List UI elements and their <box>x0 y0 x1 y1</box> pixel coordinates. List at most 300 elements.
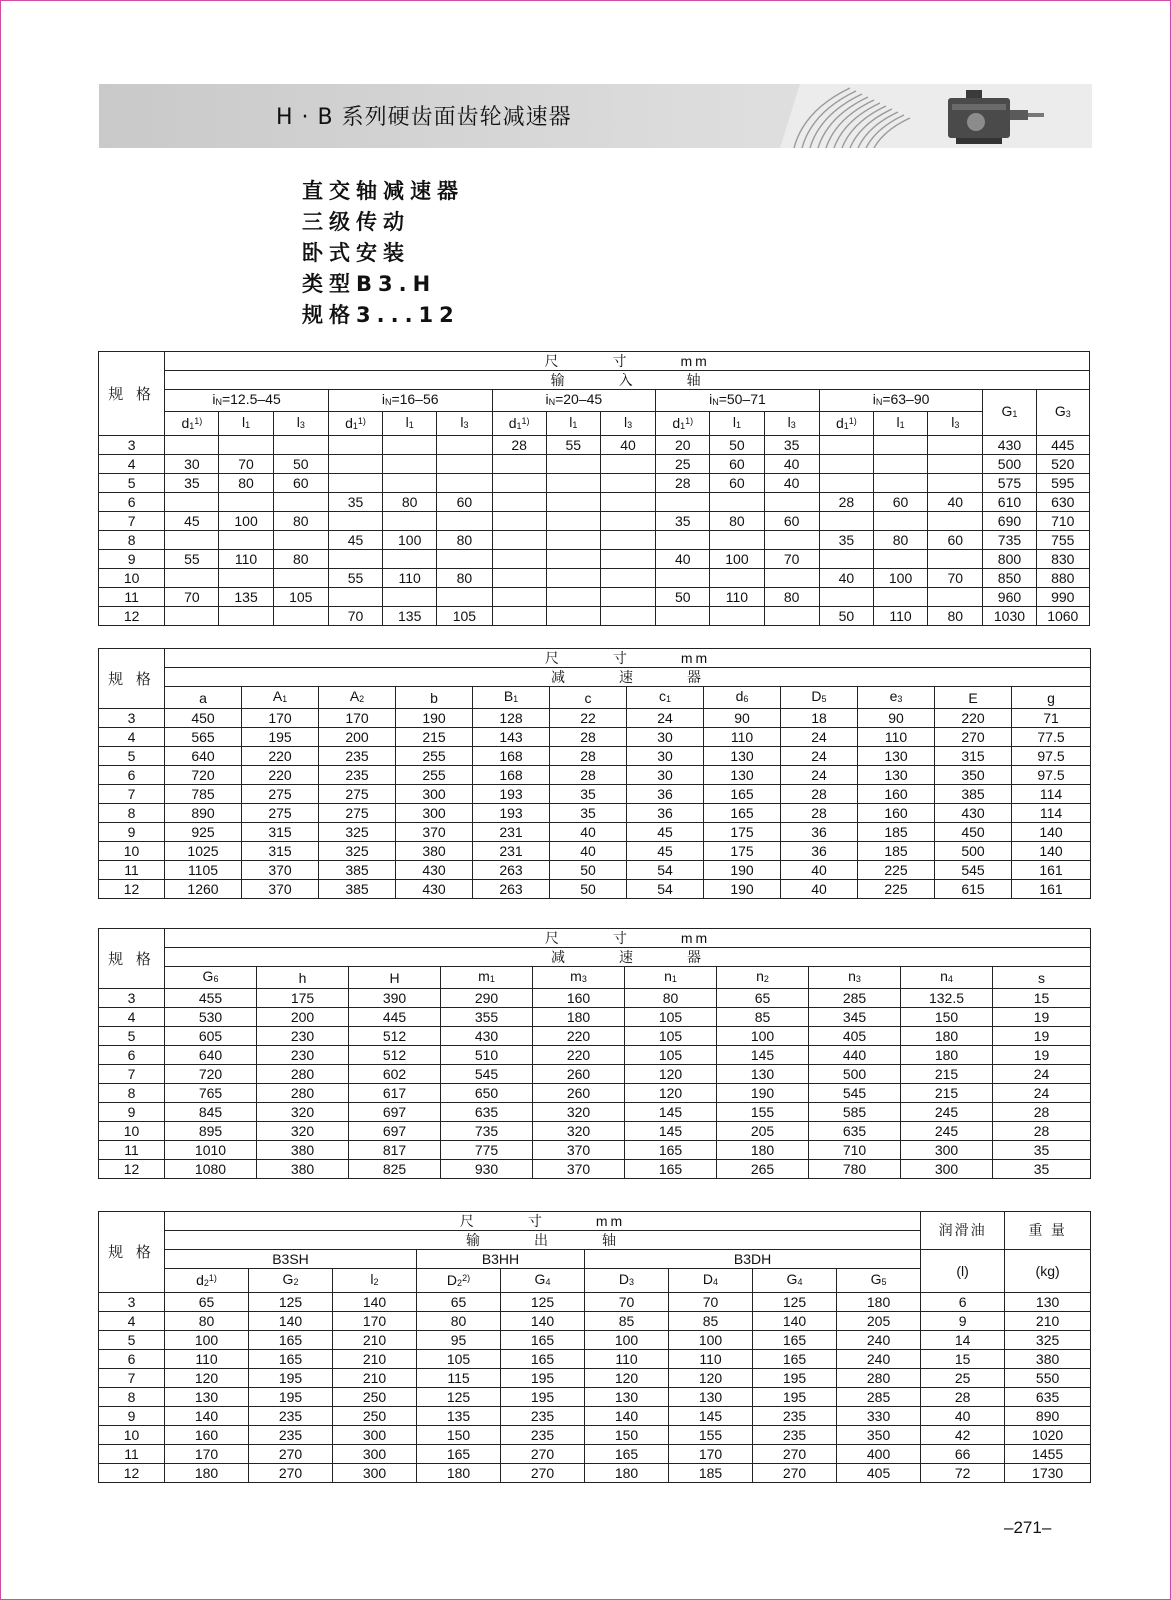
table-row <box>99 842 1091 861</box>
value-cell: 60 <box>873 493 927 512</box>
size-cell: 6 <box>99 1350 165 1369</box>
table-row <box>99 1331 1091 1350</box>
weight-header: 重 量 <box>1005 1212 1091 1250</box>
value-cell: 270 <box>249 1464 333 1483</box>
value-cell: 85 <box>669 1312 753 1331</box>
value-cell: 263 <box>473 861 550 880</box>
value-cell: 255 <box>396 766 473 785</box>
subtitle-block <box>302 176 464 331</box>
value-cell: 125 <box>501 1293 585 1312</box>
value-cell <box>328 474 382 493</box>
value-cell <box>546 531 600 550</box>
value-cell: 40 <box>781 861 858 880</box>
value-cell: 125 <box>753 1293 837 1312</box>
subscript: 3 <box>627 420 633 430</box>
value-cell: 450 <box>165 709 242 728</box>
col-header: $e_3$ <box>858 687 935 709</box>
size-cell: 10 <box>99 569 165 588</box>
value-cell <box>492 493 546 512</box>
reducer-subheader <box>99 687 1091 709</box>
value-cell: 250 <box>333 1407 417 1426</box>
value-cell: 275 <box>242 804 319 823</box>
value-cell: 66 <box>921 1445 1005 1464</box>
col-header: c <box>550 687 627 709</box>
header-title: H · B 系列硬齿面齿轮减速器 <box>276 105 572 130</box>
value-cell: 70 <box>219 455 273 474</box>
value-cell <box>546 474 600 493</box>
value-cell: 210 <box>333 1331 417 1350</box>
subscript: 1 <box>489 974 495 984</box>
col-header: $l_3$ <box>437 412 492 436</box>
value-cell: 60 <box>437 493 492 512</box>
value-cell: 330 <box>837 1407 921 1426</box>
value-cell: 35 <box>165 474 219 493</box>
value-cell <box>546 512 600 531</box>
value-cell <box>328 512 382 531</box>
value-cell: 195 <box>249 1369 333 1388</box>
col-header: $l_2$ <box>333 1269 417 1293</box>
value-cell: 70 <box>764 550 819 569</box>
value-cell: 168 <box>473 766 550 785</box>
size-cell: 4 <box>99 1312 165 1331</box>
value-cell: 40 <box>764 455 819 474</box>
value-cell: 195 <box>242 728 319 747</box>
value-cell: 925 <box>165 823 242 842</box>
value-cell: 510 <box>441 1046 533 1065</box>
value-cell: 70 <box>328 607 382 626</box>
size-header: 规 格 <box>99 352 165 436</box>
value-cell: 60 <box>273 474 328 493</box>
value-cell: 602 <box>349 1065 441 1084</box>
value-cell: 80 <box>383 493 437 512</box>
value-cell: 245 <box>901 1122 993 1141</box>
oil-header: 润滑油 <box>921 1212 1005 1250</box>
value-cell: 80 <box>219 474 273 493</box>
value-cell: 80 <box>273 550 328 569</box>
table-row <box>99 531 1090 550</box>
col-header: $d_1^{1)}$ <box>492 412 546 436</box>
value-cell: 210 <box>333 1369 417 1388</box>
subscript: 3 <box>897 694 903 704</box>
value-cell: 161 <box>1012 861 1091 880</box>
value-cell: 385 <box>935 785 1012 804</box>
value-cell: 270 <box>249 1445 333 1464</box>
value-cell: 50 <box>273 455 328 474</box>
size-cell: 3 <box>99 1293 165 1312</box>
value-cell: 240 <box>837 1350 921 1369</box>
dimension-header: 尺 寸 mm <box>165 1212 921 1231</box>
size-cell: 10 <box>99 1122 165 1141</box>
value-cell: 35 <box>819 531 873 550</box>
value-cell: 1730 <box>1005 1464 1091 1483</box>
subscript: 5 <box>821 694 827 704</box>
col-header: $l_3$ <box>273 412 328 436</box>
value-cell: 585 <box>809 1103 901 1122</box>
value-cell: 110 <box>383 569 437 588</box>
value-cell <box>328 550 382 569</box>
value-cell: 19 <box>993 1008 1091 1027</box>
value-cell: 545 <box>441 1065 533 1084</box>
value-cell: 28 <box>550 747 627 766</box>
value-cell: 225 <box>858 861 935 880</box>
value-cell: 845 <box>165 1103 257 1122</box>
value-cell: 380 <box>257 1141 349 1160</box>
value-cell: 315 <box>242 823 319 842</box>
value-cell: 270 <box>501 1464 585 1483</box>
value-cell <box>219 531 273 550</box>
value-cell <box>546 569 600 588</box>
value-cell <box>383 550 437 569</box>
value-cell <box>492 512 546 531</box>
value-cell <box>928 512 983 531</box>
value-cell: 300 <box>333 1445 417 1464</box>
value-cell: 120 <box>165 1369 249 1388</box>
subscript: 4 <box>545 1277 551 1287</box>
value-cell: 135 <box>383 607 437 626</box>
value-cell: 105 <box>417 1350 501 1369</box>
value-cell: 640 <box>165 747 242 766</box>
value-cell <box>656 493 710 512</box>
value-cell: 260 <box>533 1084 625 1103</box>
size-cell: 11 <box>99 588 165 607</box>
value-cell: 605 <box>165 1027 257 1046</box>
footnote-mark: 1) <box>848 416 857 426</box>
value-cell <box>273 493 328 512</box>
value-cell <box>492 550 546 569</box>
value-cell: 100 <box>669 1331 753 1350</box>
value-cell: 530 <box>165 1008 257 1027</box>
value-cell: 635 <box>809 1122 901 1141</box>
value-cell: 165 <box>249 1331 333 1350</box>
value-cell: 170 <box>319 709 396 728</box>
value-cell: 190 <box>704 861 781 880</box>
value-cell: 140 <box>501 1312 585 1331</box>
value-cell: 720 <box>165 766 242 785</box>
value-cell: 170 <box>242 709 319 728</box>
footnote-mark: 1) <box>521 416 530 426</box>
size-cell: 10 <box>99 1426 165 1445</box>
subscript: 1 <box>735 420 741 430</box>
value-cell: 430 <box>441 1027 533 1046</box>
value-cell: 168 <box>473 747 550 766</box>
table-row <box>99 989 1091 1008</box>
value-cell: 45 <box>165 512 219 531</box>
value-cell <box>219 569 273 588</box>
subscript: 2 <box>359 694 365 704</box>
col-header: $c_1$ <box>627 687 704 709</box>
value-cell <box>273 569 328 588</box>
value-cell: 114 <box>1012 804 1091 823</box>
value-cell: 125 <box>249 1293 333 1312</box>
value-cell: 180 <box>901 1046 993 1065</box>
ratio-header: $i_N=50-71$ <box>656 390 820 412</box>
reducer-dimension-table-1 <box>98 648 1091 899</box>
value-cell: 1060 <box>1036 607 1089 626</box>
ratio-header: $i_N=63-90$ <box>819 390 983 412</box>
size-cell: 7 <box>99 1369 165 1388</box>
value-cell <box>873 436 927 455</box>
value-cell: 320 <box>533 1103 625 1122</box>
value-cell: 180 <box>585 1464 669 1483</box>
value-cell <box>437 512 492 531</box>
value-cell: 130 <box>704 747 781 766</box>
input-shaft-subheader <box>99 412 1090 436</box>
dimension-header: 尺 寸 mm <box>165 929 1091 948</box>
value-cell <box>873 588 927 607</box>
value-cell: 55 <box>328 569 382 588</box>
value-cell: 72 <box>921 1464 1005 1483</box>
value-cell: 28 <box>921 1388 1005 1407</box>
value-cell: 450 <box>935 823 1012 842</box>
value-cell: 170 <box>669 1445 753 1464</box>
col-header: $m_1$ <box>441 967 533 989</box>
value-cell: 850 <box>983 569 1036 588</box>
dimension-header: 尺 寸 mm <box>165 649 1091 668</box>
value-cell: 143 <box>473 728 550 747</box>
col-header: $D_4$ <box>669 1269 753 1293</box>
value-cell <box>656 531 710 550</box>
subscript: 2 <box>373 1277 379 1287</box>
value-cell: 430 <box>983 436 1036 455</box>
table-row <box>99 1369 1091 1388</box>
output-shaft-table <box>98 1211 1091 1483</box>
table-row <box>99 493 1090 512</box>
value-cell: 80 <box>928 607 983 626</box>
subscript: 4 <box>947 974 953 984</box>
subtitle-line: 规格3...12 <box>302 303 460 327</box>
size-cell: 6 <box>99 1046 165 1065</box>
section-b3hh: B3HH <box>417 1250 585 1269</box>
value-cell <box>928 550 983 569</box>
value-cell: 697 <box>349 1103 441 1122</box>
value-cell: 145 <box>625 1103 717 1122</box>
value-cell: 315 <box>935 747 1012 766</box>
value-cell: 55 <box>546 436 600 455</box>
value-cell: 160 <box>165 1426 249 1445</box>
value-cell: 270 <box>935 728 1012 747</box>
value-cell: 45 <box>328 531 382 550</box>
ratio-header: $i_N=16-56$ <box>328 390 492 412</box>
value-cell <box>600 455 655 474</box>
value-cell: 200 <box>319 728 396 747</box>
footnote-mark: 1) <box>685 416 694 426</box>
weight-unit: (kg) <box>1005 1250 1091 1293</box>
value-cell: 40 <box>550 842 627 861</box>
value-cell: 215 <box>396 728 473 747</box>
subscript: 1 <box>282 694 288 704</box>
value-cell: 9 <box>921 1312 1005 1331</box>
value-cell: 220 <box>242 747 319 766</box>
value-cell: 135 <box>219 588 273 607</box>
value-cell: 300 <box>901 1141 993 1160</box>
size-header: 规 格 <box>99 929 165 989</box>
value-cell <box>928 474 983 493</box>
value-cell <box>219 607 273 626</box>
value-cell: 110 <box>669 1350 753 1369</box>
value-cell: 370 <box>396 823 473 842</box>
value-cell: 735 <box>983 531 1036 550</box>
value-cell: 125 <box>417 1388 501 1407</box>
subtitle-line: 卧式安装 <box>302 241 410 265</box>
value-cell: 545 <box>809 1084 901 1103</box>
value-cell: 735 <box>441 1122 533 1141</box>
value-cell: 105 <box>625 1008 717 1027</box>
value-cell: 165 <box>585 1445 669 1464</box>
value-cell: 70 <box>585 1293 669 1312</box>
size-cell: 3 <box>99 436 165 455</box>
value-cell: 640 <box>165 1046 257 1065</box>
value-cell: 150 <box>417 1426 501 1445</box>
value-cell <box>764 493 819 512</box>
col-header: $D_3$ <box>585 1269 669 1293</box>
value-cell: 150 <box>901 1008 993 1027</box>
value-cell <box>492 588 546 607</box>
value-cell: 24 <box>781 766 858 785</box>
reducer-subheader <box>99 967 1091 989</box>
value-cell: 110 <box>873 607 927 626</box>
value-cell: 630 <box>1036 493 1089 512</box>
size-cell: 9 <box>99 1103 165 1122</box>
subscript: 2 <box>293 1277 299 1287</box>
value-cell: 140 <box>753 1312 837 1331</box>
value-cell: 1455 <box>1005 1445 1091 1464</box>
value-cell: 95 <box>417 1331 501 1350</box>
subscript: 1 <box>516 421 522 431</box>
value-cell: 145 <box>625 1122 717 1141</box>
subscript: 1 <box>843 421 849 431</box>
table-row <box>99 1103 1091 1122</box>
value-cell: 110 <box>710 588 764 607</box>
col-header: g <box>1012 687 1091 709</box>
value-cell <box>873 474 927 493</box>
value-cell: 455 <box>165 989 257 1008</box>
table-row <box>99 823 1091 842</box>
dimension-header: 尺 寸 mm <box>165 352 1090 371</box>
value-cell: 105 <box>437 607 492 626</box>
reducer-body <box>99 709 1091 899</box>
value-cell: 65 <box>165 1293 249 1312</box>
value-cell: 800 <box>983 550 1036 569</box>
table-row <box>99 880 1091 899</box>
value-cell: 40 <box>764 474 819 493</box>
value-cell: 280 <box>257 1084 349 1103</box>
value-cell: 110 <box>858 728 935 747</box>
value-cell <box>165 436 219 455</box>
col-header: $d_1^{1)}$ <box>819 412 873 436</box>
value-cell: 270 <box>501 1445 585 1464</box>
size-cell: 4 <box>99 1008 165 1027</box>
size-cell: 11 <box>99 1141 165 1160</box>
value-cell: 120 <box>669 1369 753 1388</box>
col-header: $G_6$ <box>165 967 257 989</box>
value-cell: 130 <box>858 766 935 785</box>
value-cell: 36 <box>781 823 858 842</box>
value-cell: 245 <box>901 1103 993 1122</box>
value-cell: 545 <box>935 861 1012 880</box>
value-cell: 230 <box>257 1046 349 1065</box>
subscript: 1 <box>245 420 251 430</box>
subscript: 6 <box>743 694 749 704</box>
value-cell: 825 <box>349 1160 441 1179</box>
value-cell: 36 <box>627 804 704 823</box>
value-cell: 28 <box>550 766 627 785</box>
reducer-header: 减 速 器 <box>165 668 1091 687</box>
value-cell: 275 <box>319 804 396 823</box>
value-cell: 40 <box>921 1407 1005 1426</box>
value-cell: 255 <box>396 747 473 766</box>
value-cell: 550 <box>1005 1369 1091 1388</box>
value-cell: 300 <box>396 804 473 823</box>
value-cell: 140 <box>1012 842 1091 861</box>
value-cell: 145 <box>669 1407 753 1426</box>
value-cell: 890 <box>165 804 242 823</box>
value-cell: 175 <box>257 989 349 1008</box>
value-cell <box>819 455 873 474</box>
value-cell: 45 <box>627 842 704 861</box>
value-cell: 231 <box>473 842 550 861</box>
value-cell: 785 <box>165 785 242 804</box>
value-cell: 650 <box>441 1084 533 1103</box>
value-cell: 50 <box>710 436 764 455</box>
size-header: 规 格 <box>99 1212 165 1293</box>
value-cell <box>219 436 273 455</box>
value-cell: 960 <box>983 588 1036 607</box>
subtitle-line: 类型B3.H <box>302 272 437 296</box>
value-cell: 100 <box>710 550 764 569</box>
value-cell: 60 <box>710 474 764 493</box>
table-row <box>99 550 1090 569</box>
value-cell <box>273 436 328 455</box>
value-cell: 710 <box>1036 512 1089 531</box>
size-cell: 3 <box>99 709 165 728</box>
value-cell <box>819 550 873 569</box>
value-cell: 130 <box>704 766 781 785</box>
value-cell: 180 <box>533 1008 625 1027</box>
col-header: b <box>396 687 473 709</box>
value-cell: 615 <box>935 880 1012 899</box>
value-cell: 270 <box>753 1464 837 1483</box>
value-cell <box>710 607 764 626</box>
col-header: $A_2$ <box>319 687 396 709</box>
value-cell: 265 <box>717 1160 809 1179</box>
ratio-header: $i_N=12.5-45$ <box>165 390 329 412</box>
value-cell: 430 <box>396 880 473 899</box>
value-cell: 140 <box>1012 823 1091 842</box>
value-cell: 1260 <box>165 880 242 899</box>
value-cell: 135 <box>417 1407 501 1426</box>
value-cell: 180 <box>165 1464 249 1483</box>
value-cell: 110 <box>585 1350 669 1369</box>
value-cell: 70 <box>165 588 219 607</box>
value-cell: 70 <box>669 1293 753 1312</box>
value-cell <box>437 455 492 474</box>
value-cell <box>873 550 927 569</box>
size-cell: 4 <box>99 455 165 474</box>
value-cell: 405 <box>837 1464 921 1483</box>
value-cell: 40 <box>600 436 655 455</box>
col-header: $l_1$ <box>710 412 764 436</box>
size-cell: 7 <box>99 512 165 531</box>
value-cell: 270 <box>753 1445 837 1464</box>
value-cell <box>383 588 437 607</box>
value-cell: 445 <box>1036 436 1089 455</box>
table-row <box>99 1445 1091 1464</box>
col-header: $G_4$ <box>501 1269 585 1293</box>
value-cell <box>437 550 492 569</box>
value-cell: 210 <box>1005 1312 1091 1331</box>
value-cell <box>437 588 492 607</box>
value-cell: 930 <box>441 1160 533 1179</box>
